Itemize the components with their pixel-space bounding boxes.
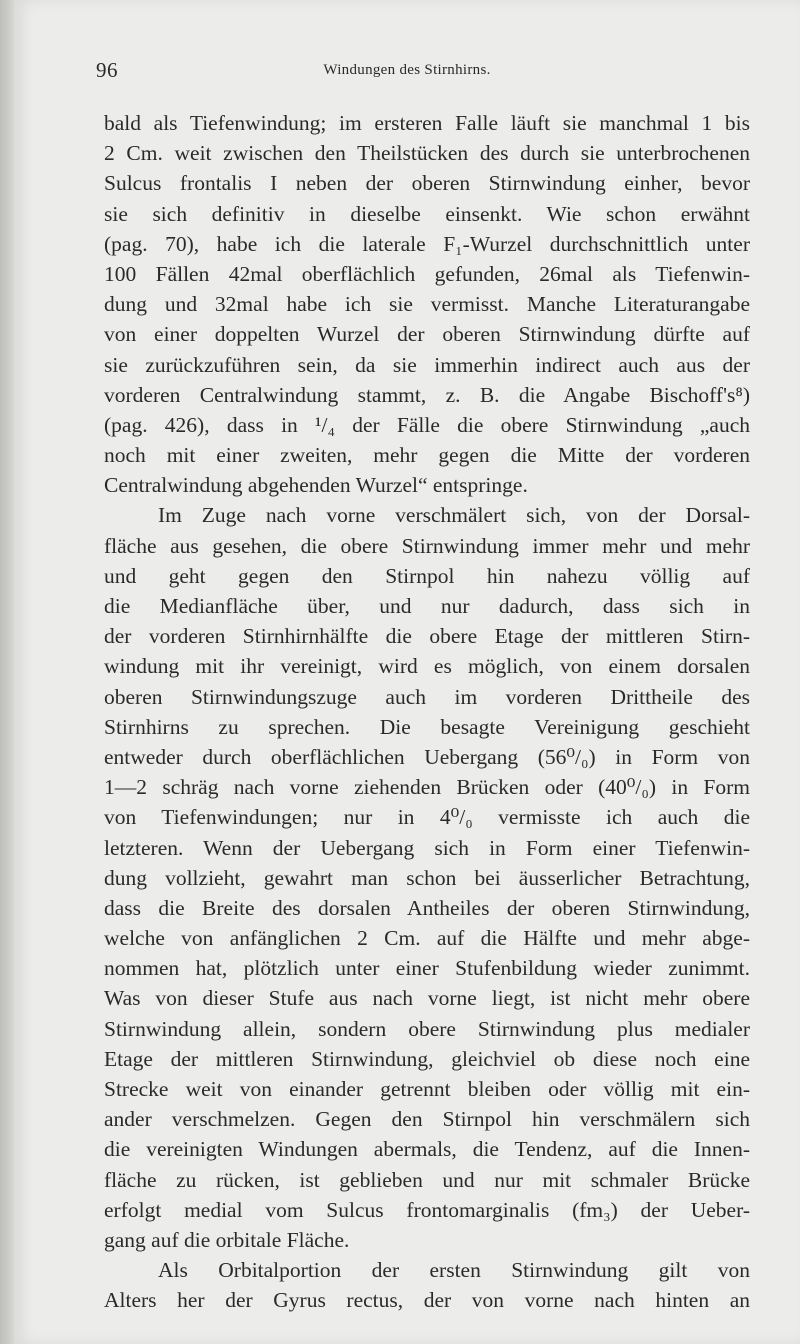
text-line: nommen hat, plötzlich unter einer Stufenbildung wieder zunimmt. bbox=[104, 956, 750, 981]
text-line: Was von dieser Stufe aus nach vorne liegt, ist nicht mehr obere bbox=[104, 986, 750, 1011]
text-line: Als Orbitalportion der ersten Stirnwindung gilt von bbox=[158, 1258, 750, 1283]
text-line: Stirnwindung allein, sondern obere Stirnwindung plus medialer bbox=[104, 1016, 750, 1041]
text-line: dung und 32mal habe ich sie vermisst. Manche Literaturangabe bbox=[104, 292, 750, 317]
text-line: Etage der mittleren Stirnwindung, gleichviel ob diese noch eine bbox=[104, 1046, 750, 1071]
book-spine-shadow bbox=[0, 0, 14, 1344]
text-line: 1—2 schräg nach vorne ziehenden Brücken oder (40⁰/₀) in Form bbox=[104, 775, 750, 800]
text-line: 100 Fällen 42mal oberflächlich gefunden, 26mal als Tiefenwin- bbox=[104, 261, 750, 286]
text-line: ander verschmelzen. Gegen den Stirnpol hin verschmälern sich bbox=[104, 1107, 750, 1132]
text-line: sie sich definitiv in dieselbe einsenkt. Wie schon erwähnt bbox=[104, 201, 750, 226]
text-line: Stirnhirns zu sprechen. Die besagte Vereinigung geschieht bbox=[104, 714, 750, 739]
text-line: Strecke weit von einander getrennt bleiben oder völlig mit ein- bbox=[104, 1077, 750, 1101]
text-line: (pag. 70), habe ich die laterale F₁-Wurzel durchschnittlich unter bbox=[104, 231, 750, 256]
text-line: fläche zu rücken, ist geblieben und nur mit schmaler Brücke bbox=[104, 1167, 750, 1192]
text-line: die Medianfläche über, und nur dadurch, dass sich in bbox=[104, 594, 750, 618]
text-line: von Tiefenwindungen; nur in 4⁰/₀ vermisste ich auch die bbox=[104, 805, 750, 830]
text-line: dung vollzieht, gewahrt man schon bei äusserlicher Betrachtung, bbox=[104, 865, 750, 890]
text-line: der vorderen Stirnhirnhälfte die obere Etage der mittleren Stirn- bbox=[104, 624, 750, 649]
text-line: letzteren. Wenn der Uebergang sich in Form einer Tiefenwin- bbox=[104, 835, 750, 860]
body-text bbox=[104, 108, 750, 1316]
text-line: sie zurückzuführen sein, da sie immerhin indirect auch aus der bbox=[104, 352, 750, 377]
text-line: Im Zuge nach vorne verschmälert sich, von der Dorsal- bbox=[158, 503, 750, 528]
page-number: 96 bbox=[96, 58, 118, 82]
text-line: gang auf die orbitale Fläche. bbox=[104, 1227, 350, 1252]
text-line: welche von anfänglichen 2 Cm. auf die Hälfte und mehr abge- bbox=[104, 926, 750, 951]
book-page bbox=[14, 0, 800, 1344]
text-line: (pag. 426), dass in ¹/₄ der Fälle die obere Stirnwindung „auch bbox=[104, 412, 750, 437]
text-line: 2 Cm. weit zwischen den Theilstücken des durch sie unterbrochenen bbox=[104, 141, 750, 166]
text-line: bald als Tiefenwindung; im ersteren Falle läuft sie manchmal 1 bis bbox=[104, 111, 750, 135]
text-line: von einer doppelten Wurzel der oberen Stirnwindung dürfte auf bbox=[104, 322, 750, 347]
page-header bbox=[14, 58, 800, 88]
text-line: die vereinigten Windungen abermals, die Tendenz, auf die Innen- bbox=[104, 1137, 750, 1162]
text-line: und geht gegen den Stirnpol hin nahezu völlig auf bbox=[104, 563, 750, 588]
text-line: oberen Stirnwindungszuge auch im vorderen Drittheile des bbox=[104, 684, 750, 709]
text-line: noch mit einer zweiten, mehr gegen die Mitte der vorderen bbox=[104, 443, 750, 468]
text-line: fläche aus gesehen, die obere Stirnwindung immer mehr und mehr bbox=[104, 533, 750, 558]
text-line: Sulcus frontalis I neben der oberen Stirnwindung einher, bevor bbox=[104, 171, 750, 196]
text-line: Centralwindung abgehenden Wurzel“ entspringe. bbox=[104, 473, 528, 498]
text-line: dass die Breite des dorsalen Antheiles der oberen Stirnwindung, bbox=[104, 895, 750, 920]
text-line: erfolgt medial vom Sulcus frontomarginalis (fm₃) der Ueber- bbox=[104, 1197, 750, 1222]
text-line: entweder durch oberflächlichen Uebergang (56⁰/₀) in Form von bbox=[104, 744, 750, 769]
text-line: Alters her der Gyrus rectus, der von vorne nach hinten an bbox=[104, 1288, 750, 1313]
text-line: vorderen Centralwindung stammt, z. B. die Angabe Bischoff's⁸) bbox=[104, 382, 750, 407]
running-head: Windungen des Stirnhirns. bbox=[323, 62, 491, 78]
text-line: windung mit ihr vereinigt, wird es möglich, von einem dorsalen bbox=[104, 654, 750, 679]
